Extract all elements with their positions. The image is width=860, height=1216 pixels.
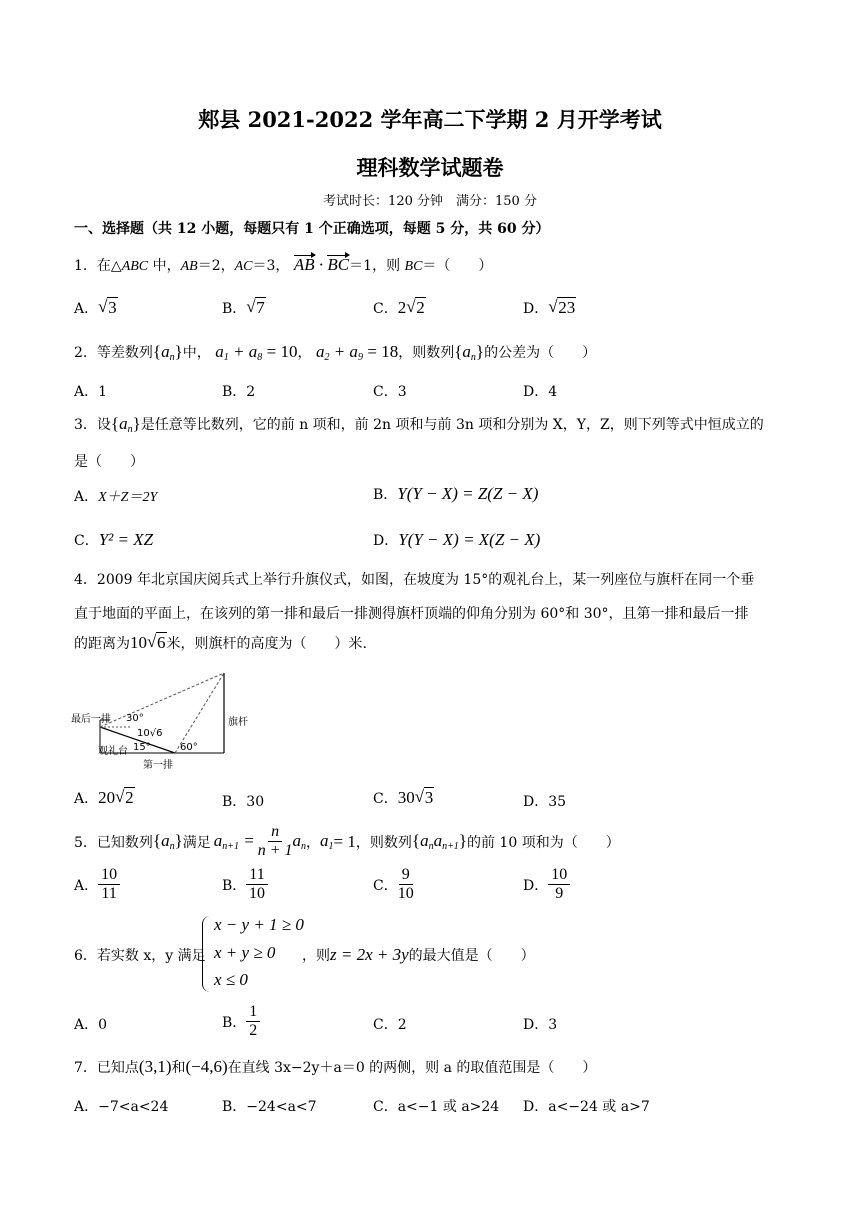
label-last-row: 最后一排: [71, 714, 111, 725]
question-1: 1．在△ABC 中，AB＝2，AC＝3， AB · BC＝1，则 BC＝（ ）: [74, 255, 493, 274]
q7-option-c[interactable]: C．a<−1 或 a>24: [373, 1099, 500, 1115]
q2-option-b[interactable]: B．2: [222, 384, 256, 400]
q3-option-d[interactable]: D．Y(Y − X) = X(Z − X): [373, 530, 541, 549]
question-4-line-2: 直于地面的平面上，在该列的第一排和最后一排测得旗杆顶端的仰角分别为 60°和 30°，且第一排和最后一排: [74, 606, 749, 622]
question-3-line-2: 是（ ）: [74, 454, 144, 470]
q5-option-a[interactable]: A． $\frac{10}{11}$: [74, 866, 120, 903]
q1-option-a[interactable]: A． √ 3: [74, 297, 117, 317]
q1-option-b[interactable]: B． √ 7: [222, 297, 265, 317]
q6-option-b[interactable]: B． $\frac{1}{2}$: [222, 1003, 260, 1040]
question-5: 5．已知数列 $\{a_n\}$ 满足 $a_{n+1}$ = $\frac{n}{n + 1}$ $a_n$ ， $a_1$ = 1 ，则数列 $\{a_na_{n+1}\}$ 的前 10 项和为（ ）: [74, 823, 620, 859]
question-3-line-1: 3．设$\{a_n\}$是任意等比数列，它的前 n 项和，前 2n 项和与前 3n 项和分别为 X，Y，Z，则下列等式中恒成立的: [74, 414, 764, 435]
label-angle-15: 15°: [133, 742, 151, 753]
label-angle-30: 30°: [126, 713, 144, 724]
q5-option-b[interactable]: B． $\frac{11}{10}$: [222, 866, 268, 903]
label-distance: 10√6: [137, 728, 163, 739]
q5-option-d[interactable]: D． $\frac{10}{9}$: [523, 866, 570, 903]
q2-option-a[interactable]: A．1: [74, 384, 108, 400]
q5-option-c[interactable]: C． $\frac{9}{10}$: [373, 866, 414, 902]
sight-line-first: [175, 673, 224, 753]
q2-option-d[interactable]: D．4: [523, 384, 558, 400]
label-first-row: 第一排: [143, 760, 173, 771]
constraint-3: x ≤ 0: [214, 970, 248, 989]
q3-option-a[interactable]: A．X＋Z＝2Y: [74, 489, 158, 505]
q4-option-c[interactable]: C．30 √ 3: [373, 787, 434, 807]
q4-option-b[interactable]: B．30: [222, 794, 265, 810]
q6-option-a[interactable]: A．0: [74, 1017, 108, 1033]
question-4-line-1: 4．2009 年北京国庆阅兵式上举行升旗仪式，如图，在坡度为 15°的观礼台上，某一列座位与旗杆在同一个垂: [74, 572, 755, 588]
exam-info: 考试时长：120 分钟 满分：150 分: [323, 194, 537, 209]
q3-option-c[interactable]: C．Y² = XZ: [74, 530, 154, 549]
system-brace: [202, 916, 211, 992]
label-angle-60: 60°: [180, 742, 198, 753]
section-heading: 一、选择题（共 12 小题，每题只有 1 个正确选项，每题 5 分，共 60 分）: [74, 221, 550, 237]
constraint-1: x − y + 1 ≥ 0: [214, 915, 304, 934]
q1-option-d[interactable]: D． √ 23: [523, 297, 576, 317]
q7-option-b[interactable]: B．−24<a<7: [222, 1099, 317, 1115]
exam-title: 郏县 2021-2022 学年高二下学期 2 月开学考试: [198, 107, 662, 132]
q7-option-d[interactable]: D．a<−24 或 a>7: [523, 1099, 650, 1115]
q4-option-a[interactable]: A．20 √ 2: [74, 787, 134, 807]
question-7: 7．已知点(3,1)和(−4,6)在直线 3x−2y＋a＝0 的两侧，则 a 的取值范围是（ ）: [74, 1057, 597, 1076]
q6-option-d[interactable]: D．3: [523, 1017, 558, 1033]
label-flagpole: 旗杆: [228, 717, 248, 728]
question-4-line-3: 的距离为10 √ 6米，则旗杆的高度为（ ）米.: [74, 632, 367, 652]
exam-subtitle: 理科数学试题卷: [356, 155, 504, 180]
q6-option-c[interactable]: C．2: [373, 1017, 407, 1033]
q2-option-c[interactable]: C．3: [373, 384, 407, 400]
q3-option-b[interactable]: B．Y(Y − X) = Z(Z − X): [373, 484, 539, 503]
question-6-text: 6．若实数 x，y 满足: [74, 948, 206, 964]
question-2: 2．等差数列$\{a_n\}$中， $a_1 + a_8 = 10$， $a_2 + a_9 = 18$，则数列$\{a_n\}$的公差为（ ）: [74, 342, 597, 363]
question-6-tail: ，则z = 2x + 3y的最大值是（ ）: [302, 945, 535, 964]
q7-option-a[interactable]: A．−7<a<24: [74, 1099, 169, 1115]
constraint-2: x + y ≥ 0: [214, 943, 276, 962]
q1-option-c[interactable]: C．2 √ 2: [373, 297, 425, 317]
q4-option-d[interactable]: D．35: [523, 794, 567, 810]
sight-line-last: [100, 673, 224, 727]
label-platform: 观礼台: [98, 746, 128, 757]
